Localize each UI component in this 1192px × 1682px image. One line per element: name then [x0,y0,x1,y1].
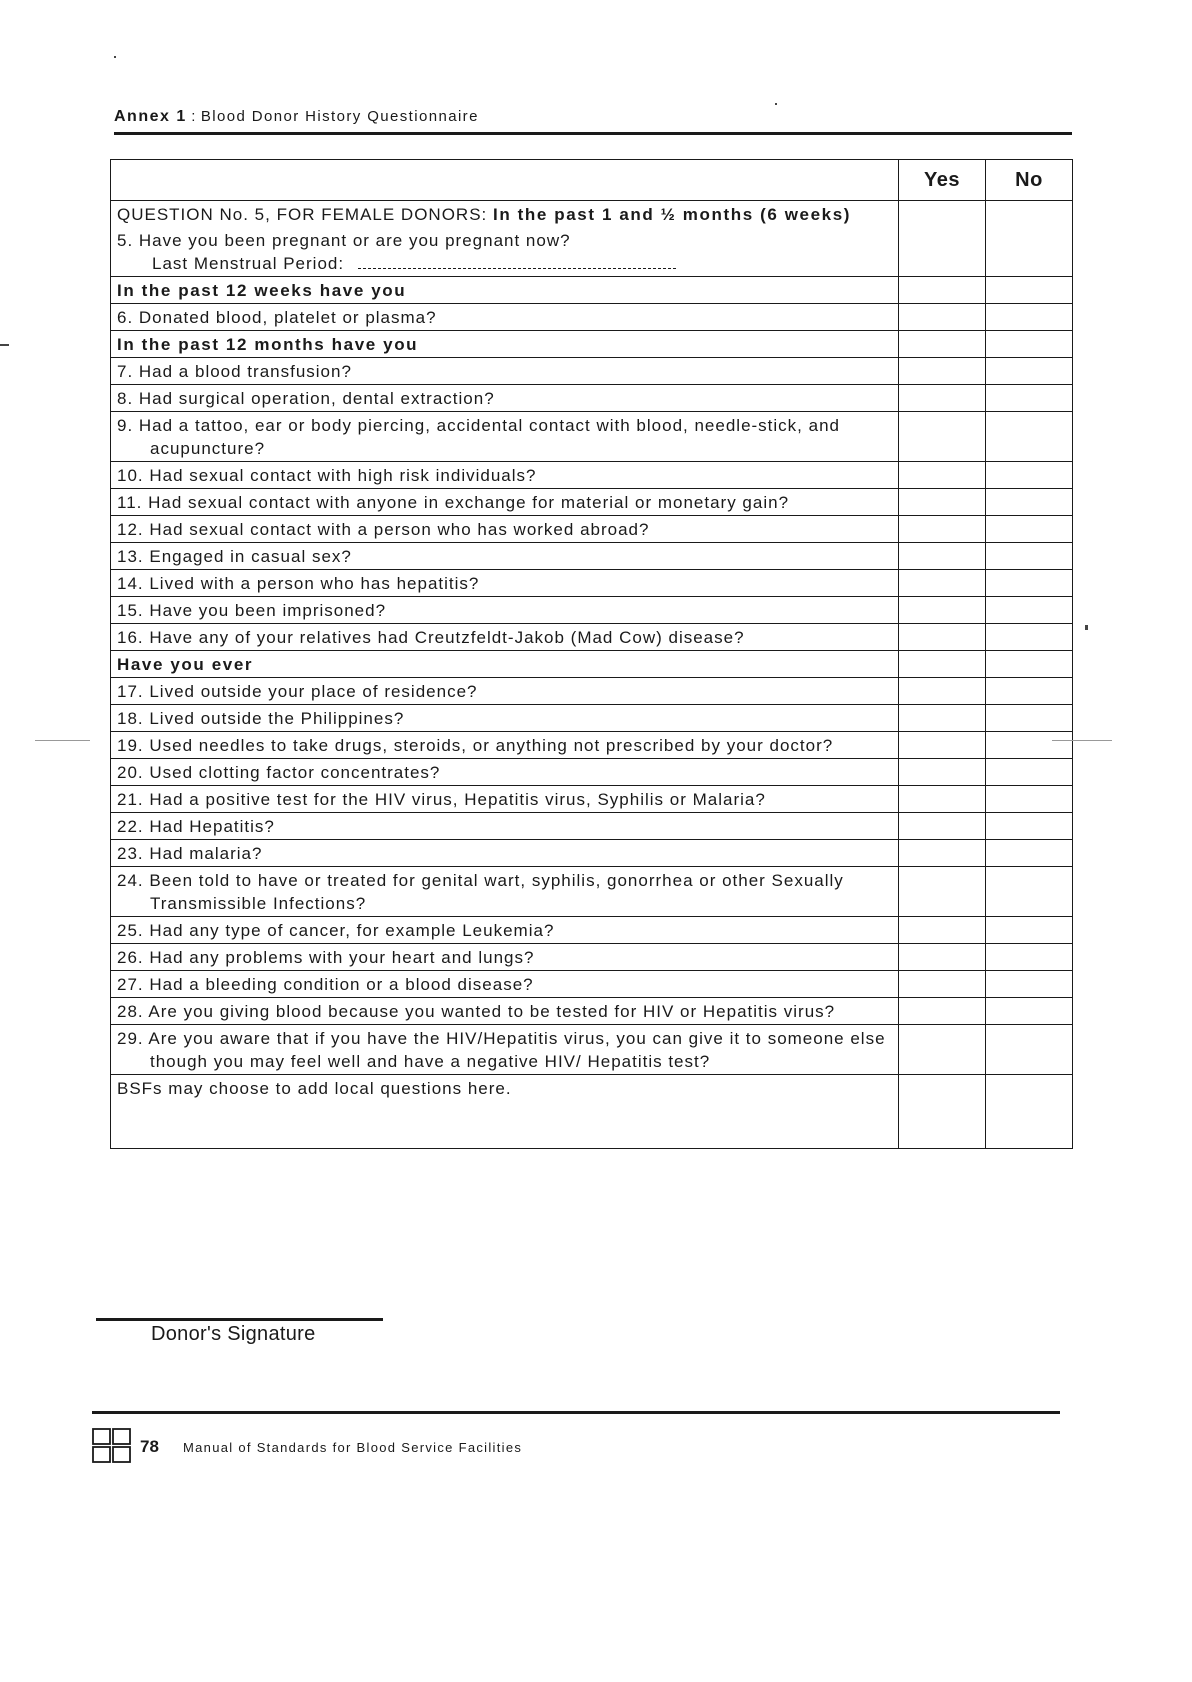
yes-answer-cell[interactable] [899,840,986,867]
question-cell [111,732,899,759]
local-questions-note: BSFs may choose to add local questions here. [117,1079,512,1098]
question-text: 9. Had a tattoo, ear or body piercing, accidental contact with blood, needle-stick, and acupuncture? [117,416,840,458]
question-cell [111,385,899,412]
local-questions-cell[interactable] [111,1075,899,1149]
question-cell [111,624,899,651]
no-answer-cell[interactable] [986,489,1073,516]
yes-answer-cell[interactable] [899,759,986,786]
question-cell [111,678,899,705]
table-row [111,201,1073,277]
question-cell [111,304,899,331]
female-donor-intro: QUESTION No. 5, FOR FEMALE DONORS: [117,205,488,224]
yes-answer-cell[interactable] [899,462,986,489]
yes-answer-cell[interactable] [899,385,986,412]
scan-speck [114,56,116,58]
footer-title: Manual of Standards for Blood Service Facilities [183,1440,523,1455]
question-column-header [111,160,899,201]
section-heading: In the past 12 months have you [111,331,899,358]
table-row [111,813,1073,840]
question-cell [111,998,899,1025]
question-text: 16. Have any of your relatives had Creutzfeldt-Jakob (Mad Cow) disease? [117,628,745,647]
table-row [111,732,1073,759]
scan-speck [0,344,9,346]
lmp-label: Last Menstrual Period: [152,254,345,273]
question-text: 22. Had Hepatitis? [117,817,275,836]
no-answer-cell[interactable] [986,385,1073,412]
no-answer-cell [986,651,1073,678]
header-separator: : [191,108,197,125]
table-header-row [111,160,1073,201]
question-text: 15. Have you been imprisoned? [117,601,387,620]
question-cell [111,570,899,597]
yes-answer-cell [899,331,986,358]
no-answer-cell[interactable] [986,759,1073,786]
question-cell [111,462,899,489]
question-text: 14. Lived with a person who has hepatitis? [117,574,480,593]
no-answer-cell[interactable] [986,412,1073,462]
yes-answer-cell[interactable] [899,732,986,759]
question-text: 29. Are you aware that if you have the HIV/Hepatitis virus, you can give it to someone else though you may feel well and have a negative HIV/ Hepatitis test? [117,1029,886,1071]
female-donor-timeframe: In the past 1 and ½ months (6 weeks) [493,205,852,224]
scan-speck [1085,625,1088,630]
manual-logo-icon [92,1428,132,1464]
page-header [114,108,1072,126]
no-answer-cell[interactable] [986,597,1073,624]
no-answer-cell[interactable] [986,358,1073,385]
yes-answer-cell[interactable] [899,705,986,732]
yes-answer-cell[interactable] [899,867,986,917]
question-cell [111,867,899,917]
yes-answer-cell[interactable] [899,412,986,462]
table-row [111,570,1073,597]
question-cell [111,358,899,385]
question-cell [111,786,899,813]
no-answer-cell[interactable] [986,304,1073,331]
question-text: 17. Lived outside your place of residence? [117,682,478,701]
no-answer-cell[interactable] [986,998,1073,1025]
no-answer-cell [986,277,1073,304]
section-row [111,277,1073,304]
question-text: 11. Had sexual contact with anyone in exchange for material or monetary gain? [117,493,790,512]
yes-answer-cell [899,651,986,678]
question-text: 10. Had sexual contact with high risk individuals? [117,466,537,485]
section-row [111,651,1073,678]
yes-answer-cell[interactable] [899,624,986,651]
no-answer-cell[interactable] [986,1025,1073,1075]
question-text: 20. Used clotting factor concentrates? [117,763,441,782]
table-row [111,358,1073,385]
table-row [111,705,1073,732]
no-answer-cell[interactable] [986,944,1073,971]
question-cell [111,597,899,624]
question-text: 28. Are you giving blood because you wanted to be tested for HIV or Hepatitis virus? [117,1002,836,1021]
yes-answer-cell[interactable] [899,813,986,840]
yes-answer-cell[interactable] [899,786,986,813]
question-text: 6. Donated blood, platelet or plasma? [117,308,437,327]
no-answer-cell[interactable] [986,1075,1073,1149]
table-row [111,786,1073,813]
no-answer-cell[interactable] [986,971,1073,998]
yes-answer-cell[interactable] [899,1025,986,1075]
table-row [111,304,1073,331]
no-answer-cell[interactable] [986,624,1073,651]
table-row [111,971,1073,998]
table-row [111,1025,1073,1075]
table-row [111,516,1073,543]
no-answer-cell[interactable] [986,840,1073,867]
question-cell [111,543,899,570]
table-row [111,597,1073,624]
yes-answer-cell[interactable] [899,917,986,944]
question-cell [111,1025,899,1075]
scan-speck [1052,740,1112,741]
table-row [111,759,1073,786]
table-row [111,385,1073,412]
yes-answer-cell[interactable] [899,543,986,570]
document-title: Blood Donor History Questionnaire [200,108,479,125]
yes-answer-cell[interactable] [899,489,986,516]
yes-answer-cell[interactable] [899,944,986,971]
question-text: 13. Engaged in casual sex? [117,547,352,566]
section-row [111,331,1073,358]
no-answer-cell[interactable] [986,543,1073,570]
question-cell [111,813,899,840]
no-answer-cell[interactable] [986,867,1073,917]
table-row [111,678,1073,705]
table-row [111,840,1073,867]
no-answer-cell[interactable] [986,917,1073,944]
lmp-blank[interactable] [358,254,676,269]
yes-answer-cell[interactable] [899,998,986,1025]
local-questions-row [111,1075,1073,1149]
yes-answer-cell[interactable] [899,1075,986,1149]
header-rule [114,132,1072,135]
yes-answer-cell[interactable] [899,678,986,705]
question-text: 19. Used needles to take drugs, steroids, or anything not prescribed by your doctor? [117,736,834,755]
section-heading: In the past 12 weeks have you [111,277,899,304]
question-cell [111,840,899,867]
no-answer-cell[interactable] [986,570,1073,597]
no-answer-cell[interactable] [986,786,1073,813]
table-row [111,867,1073,917]
no-answer-cell[interactable] [986,462,1073,489]
yes-answer-cell [899,277,986,304]
question-text: 5. Have you been pregnant or are you pregnant now? [117,231,571,250]
no-answer-cell[interactable] [986,732,1073,759]
table-row [111,489,1073,516]
section-heading: Have you ever [111,651,899,678]
lmp-field [117,252,892,275]
question-text: 26. Had any problems with your heart and lungs? [117,948,535,967]
question-text: 24. Been told to have or treated for genital wart, syphilis, gonorrhea or other Sexually Transmissible Infections? [117,871,844,913]
no-answer-cell[interactable] [986,201,1073,277]
table-row [111,624,1073,651]
no-answer-cell [986,331,1073,358]
yes-answer-cell[interactable] [899,597,986,624]
question-cell [111,412,899,462]
question-cell [111,917,899,944]
yes-answer-cell[interactable] [899,201,986,277]
question-text: 23. Had malaria? [117,844,263,863]
question-cell [111,201,899,277]
yes-answer-cell[interactable] [899,570,986,597]
question-cell [111,759,899,786]
yes-column-header: Yes [899,160,986,201]
question-text: 8. Had surgical operation, dental extraction? [117,389,495,408]
question-text: 12. Had sexual contact with a person who has worked abroad? [117,520,650,539]
table-row [111,998,1073,1025]
no-answer-cell[interactable] [986,516,1073,543]
question-cell [111,971,899,998]
question-cell [111,516,899,543]
question-cell [111,944,899,971]
question-text: 25. Had any type of cancer, for example Leukemia? [117,921,555,940]
question-cell [111,705,899,732]
table-row [111,944,1073,971]
yes-answer-cell[interactable] [899,971,986,998]
yes-answer-cell[interactable] [899,304,986,331]
yes-answer-cell[interactable] [899,516,986,543]
no-answer-cell[interactable] [986,678,1073,705]
signature-line[interactable] [96,1318,383,1321]
footer-rule [92,1411,1060,1414]
table-row [111,412,1073,462]
signature-label: Donor's Signature [151,1323,316,1345]
question-text: 27. Had a bleeding condition or a blood disease? [117,975,534,994]
question-text: 21. Had a positive test for the HIV virus, Hepatitis virus, Syphilis or Malaria? [117,790,766,809]
annex-label: Annex 1 [114,108,187,125]
question-cell [111,489,899,516]
scan-speck [35,740,90,741]
question-text: 7. Had a blood transfusion? [117,362,352,381]
question-text: 18. Lived outside the Philippines? [117,709,405,728]
scan-speck [775,103,777,105]
page-number: 78 [140,1437,159,1456]
no-answer-cell[interactable] [986,813,1073,840]
table-row [111,462,1073,489]
table-row [111,543,1073,570]
no-column-header: No [986,160,1073,201]
yes-answer-cell[interactable] [899,358,986,385]
no-answer-cell[interactable] [986,705,1073,732]
questionnaire-table [110,159,1073,1149]
table-row [111,917,1073,944]
